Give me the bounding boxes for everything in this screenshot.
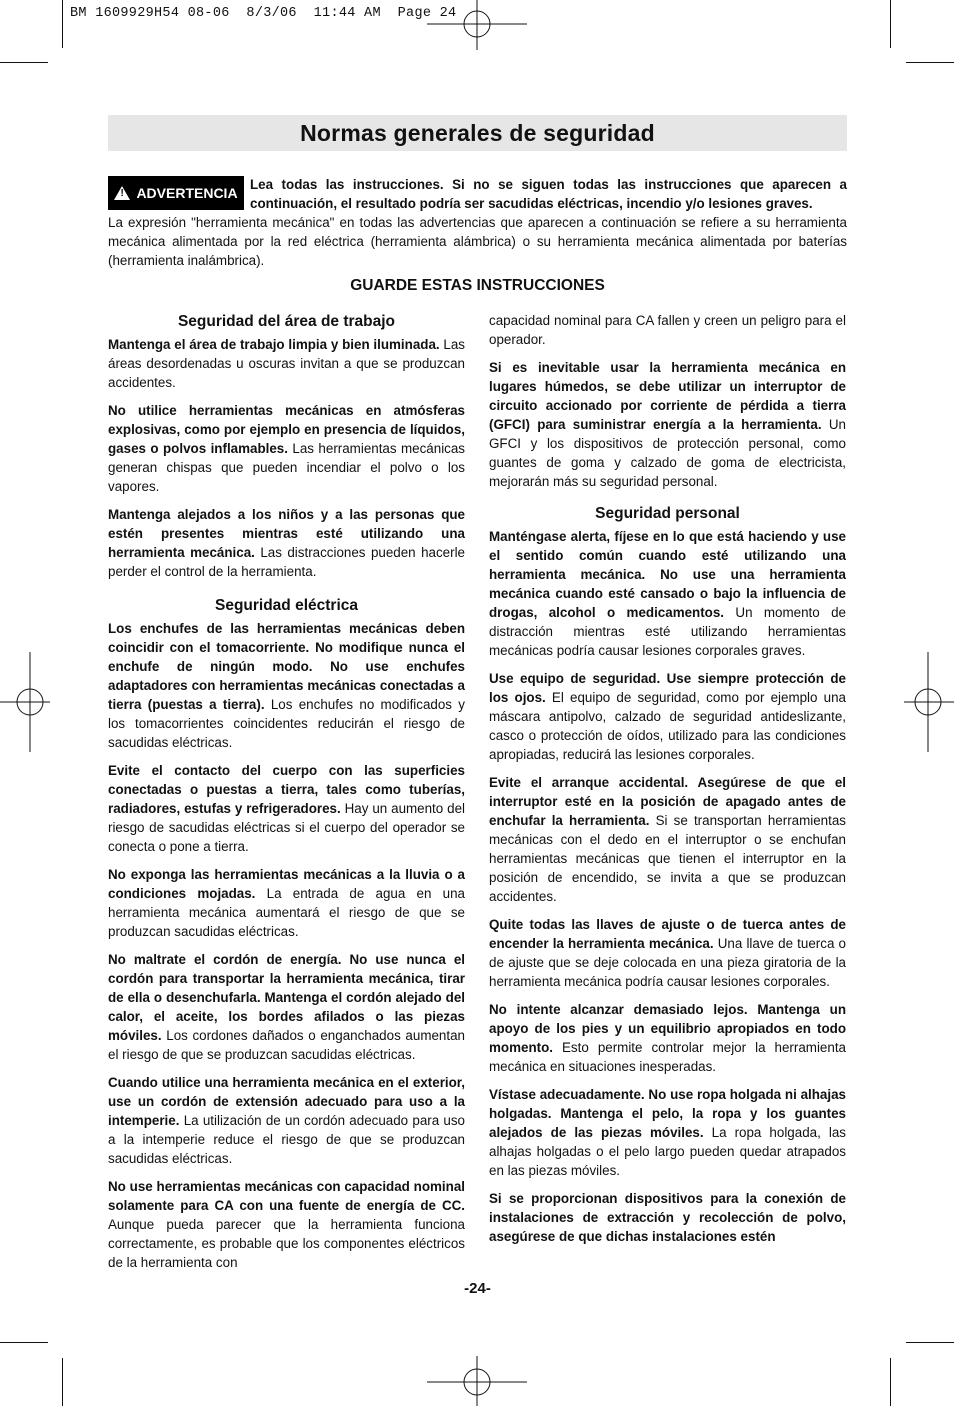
section-heading-electrical: Seguridad eléctrica: [214, 597, 358, 614]
warning-badge: [108, 176, 244, 210]
crop-mark: [906, 1342, 954, 1343]
paragraph-bold: Use equipo de seguridad. Use siempre protección de los ojos.: [489, 671, 846, 705]
paragraph-bold: Manténgase alerta, fíjese en lo que está haciendo y use el sentido común cuando esté utilizando una herramienta mecánica. No use una herramienta mecánica cuando esté cansado o bajo la influencia de drogas, alcohol o medicamentos.: [489, 529, 846, 620]
intro-paragraph: La expresión "herramienta mecánica" en todas las advertencias que aparecen a continuación se refiere a su herramienta mecánica alimentada por la red eléctrica (herramienta alámbrica) o su herramienta mecánica alimentada por baterías (herramienta inalámbrica).: [108, 215, 847, 268]
crop-mark: [890, 1358, 891, 1406]
paragraph-text: Un GFCI y los dispositivos de protección personal, como guantes de goma y calzado de goma de electricista, mejorarán más su seguridad personal.: [489, 417, 846, 489]
paragraph-bold: No use herramientas mecánicas con capacidad nominal solamente para CA con una fuente de energía de CC.: [108, 1179, 465, 1213]
paragraph: [108, 950, 465, 1064]
paragraph-text: Un momento de distracción mientras esté utilizando herramientas mecánicas podría causar lesiones corporales graves.: [489, 605, 846, 658]
paragraph: [489, 773, 846, 906]
page-title: Normas generales de seguridad: [300, 120, 655, 146]
paragraph-bold: No intente alcanzar demasiado lejos. Mantenga un apoyo de los pies y un equilibrio apropiados en todo momento.: [489, 1002, 846, 1055]
paragraph-text: Las distracciones pueden hacerle perder el control de la herramienta.: [108, 545, 465, 579]
paragraph-bold: Evite el contacto del cuerpo con las superficies conectadas o puestas a tierra, tales como tuberías, radiadores, estufas y refrigeradores.: [108, 763, 465, 816]
paragraph: [489, 527, 846, 660]
section-heading-personal: Seguridad personal: [595, 505, 740, 522]
paragraph-text: La utilización de un cordón adecuado para uso a la intemperie reduce el riesgo de que se produzcan sacudidas eléctricas.: [108, 1113, 465, 1166]
paragraph: [108, 619, 465, 752]
left-column: [108, 311, 465, 1281]
paragraph-bold: No maltrate el cordón de energía. No use nunca el cordón para transportar la herramienta mecánica, tirar de ella o desenchufarla. Mantenga el cordón alejado del calor, el aceite, los bordes afilados o las piezas móviles.: [108, 952, 465, 1043]
paragraph-bold: Si es inevitable usar la herramienta mecánica en lugares húmedos, se debe utilizar un interruptor de circuito accionado por corriente de pérdida a tierra (GFCI) para suministrar energía a la herramienta.: [489, 360, 846, 432]
save-instructions-heading: GUARDE ESTAS INSTRUCCIONES: [350, 277, 605, 294]
paragraph-bold: Cuando utilice una herramienta mecánica en el exterior, use un cordón de extensión adecuado para uso a la intemperie.: [108, 1075, 465, 1128]
paragraph-text: Los cordones dañados o enganchados aumentan el riesgo de que se produzcan sacudidas eléctricas.: [108, 1028, 465, 1062]
paragraph-text: Esto permite controlar mejor la herramienta mecánica en situaciones inesperadas.: [489, 1040, 846, 1074]
paragraph-text: Las áreas desordenadas u oscuras invitan a que se produzcan accidentes.: [108, 337, 465, 390]
paragraph: [108, 335, 465, 392]
crop-mark: [890, 0, 891, 48]
title-bar: [108, 115, 847, 151]
crop-mark: [62, 0, 63, 48]
registration-mark-icon: [427, 1356, 527, 1406]
paragraph: [108, 865, 465, 941]
paragraph-text: El equipo de seguridad, como por ejemplo una máscara antipolvo, calzado de seguridad antideslizante, casco o protección de oídos, utilizado para las condiciones apropiadas, reducirá las lesiones corporales.: [489, 690, 846, 762]
crop-mark: [906, 62, 954, 63]
paragraph-bold: Vístase adecuadamente. No use ropa holgada ni alhajas holgadas. Mantenga el pelo, la ropa y los guantes alejados de las piezas móviles.: [489, 1087, 846, 1140]
paragraph-bold: Quite todas las llaves de ajuste o de tuerca antes de encender la herramienta mecánica.: [489, 917, 846, 951]
paragraph: [489, 1189, 846, 1246]
paragraph-text: Aunque pueda parecer que la herramienta funciona correctamente, es probable que los componentes eléctricos de la herramienta con: [108, 1217, 465, 1270]
crop-mark: [62, 1358, 63, 1406]
paragraph: [108, 401, 465, 496]
crop-mark: [0, 1342, 48, 1343]
paragraph-bold: Mantenga el área de trabajo limpia y bien iluminada.: [108, 337, 440, 352]
paragraph: [108, 1073, 465, 1168]
paragraph-text: La entrada de agua en una herramienta mecánica aumentará el riesgo de que se produzcan sacudidas eléctricas.: [108, 886, 465, 939]
paragraph-text: Si se transportan herramientas mecánicas con el dedo en el interruptor o se enchufan herramientas mecánicas que tienen el interruptor en la posición de encendido, se invita a que se produzcan accidentes.: [489, 813, 846, 904]
print-slug: BM 1609929H54 08-06 8/3/06 11:44 AM Page 24: [70, 6, 457, 21]
paragraph-continuation: capacidad nominal para CA fallen y creen un peligro para el operador.: [489, 313, 846, 347]
paragraph: [489, 915, 846, 991]
paragraph: [489, 358, 846, 491]
paragraph: [108, 761, 465, 856]
section-heading-work-area: Seguridad del área de trabajo: [177, 313, 396, 330]
paragraph-bold: Los enchufes de las herramientas mecánicas deben coincidir con el tomacorriente. No modifique nunca el enchufe de ningún modo. No use enchufes adaptadores con herramientas mecánicas conectadas a tierra (puestas a tierra).: [108, 621, 465, 712]
paragraph-text: Una llave de tuerca o de ajuste que se deje colocada en una pieza giratoria de la herramienta mecánica podría causar lesiones corporales.: [489, 936, 846, 989]
paragraph-bold: Evite el arranque accidental. Asegúrese de que el interruptor esté en la posición de apagado antes de enchufar la herramienta.: [489, 775, 846, 828]
paragraph-text: Los enchufes no modificados y los tomacorrientes coincidentes reducirán el riesgo de sacudidas eléctricas.: [108, 697, 465, 750]
warning-text: Lea todas las instrucciones. Si no se siguen todas las instrucciones que aparecen a continuación, el resultado podría ser sacudidas eléctricas, incendio y/o lesiones graves.: [250, 177, 847, 211]
paragraph: [108, 1177, 465, 1272]
paragraph-text: Hay un aumento del riesgo de sacudidas eléctricas si el cuerpo del operador se conecta o pone a tierra.: [108, 801, 465, 854]
right-column: [489, 311, 846, 1255]
warning-triangle-icon: !: [114, 186, 130, 200]
warning-label: ADVERTENCIA: [136, 185, 238, 201]
paragraph-text: La ropa holgada, las alhajas holgadas o el pelo largo pueden quedar atrapados en las piezas móviles.: [489, 1125, 846, 1178]
paragraph-bold: Si se proporcionan dispositivos para la conexión de instalaciones de extracción y recolección de polvo, asegúrese de que dichas instalaciones estén: [489, 1191, 846, 1244]
crop-mark: [0, 62, 48, 63]
paragraph-text: Las herramientas mecánicas generan chispas que pueden incendiar el polvo o los vapores.: [108, 441, 466, 494]
paragraph-bold: No utilice herramientas mecánicas en atmósferas explosivas, como por ejemplo en presencia de líquidos, gases o polvos inflamables.: [108, 403, 465, 456]
paragraph: [489, 1000, 846, 1076]
paragraph: [489, 669, 846, 764]
paragraph-bold: No exponga las herramientas mecánicas a la lluvia o a condiciones mojadas.: [108, 867, 465, 901]
page-number: -24-: [464, 1280, 491, 1297]
paragraph-bold: Mantenga alejados a los niños y a las personas que estén presentes mientras esté utilizando una herramienta mecánica.: [108, 507, 465, 560]
paragraph: [108, 505, 465, 581]
registration-mark-icon: [904, 652, 954, 752]
registration-mark-icon: [0, 652, 50, 752]
paragraph: [489, 1085, 846, 1180]
